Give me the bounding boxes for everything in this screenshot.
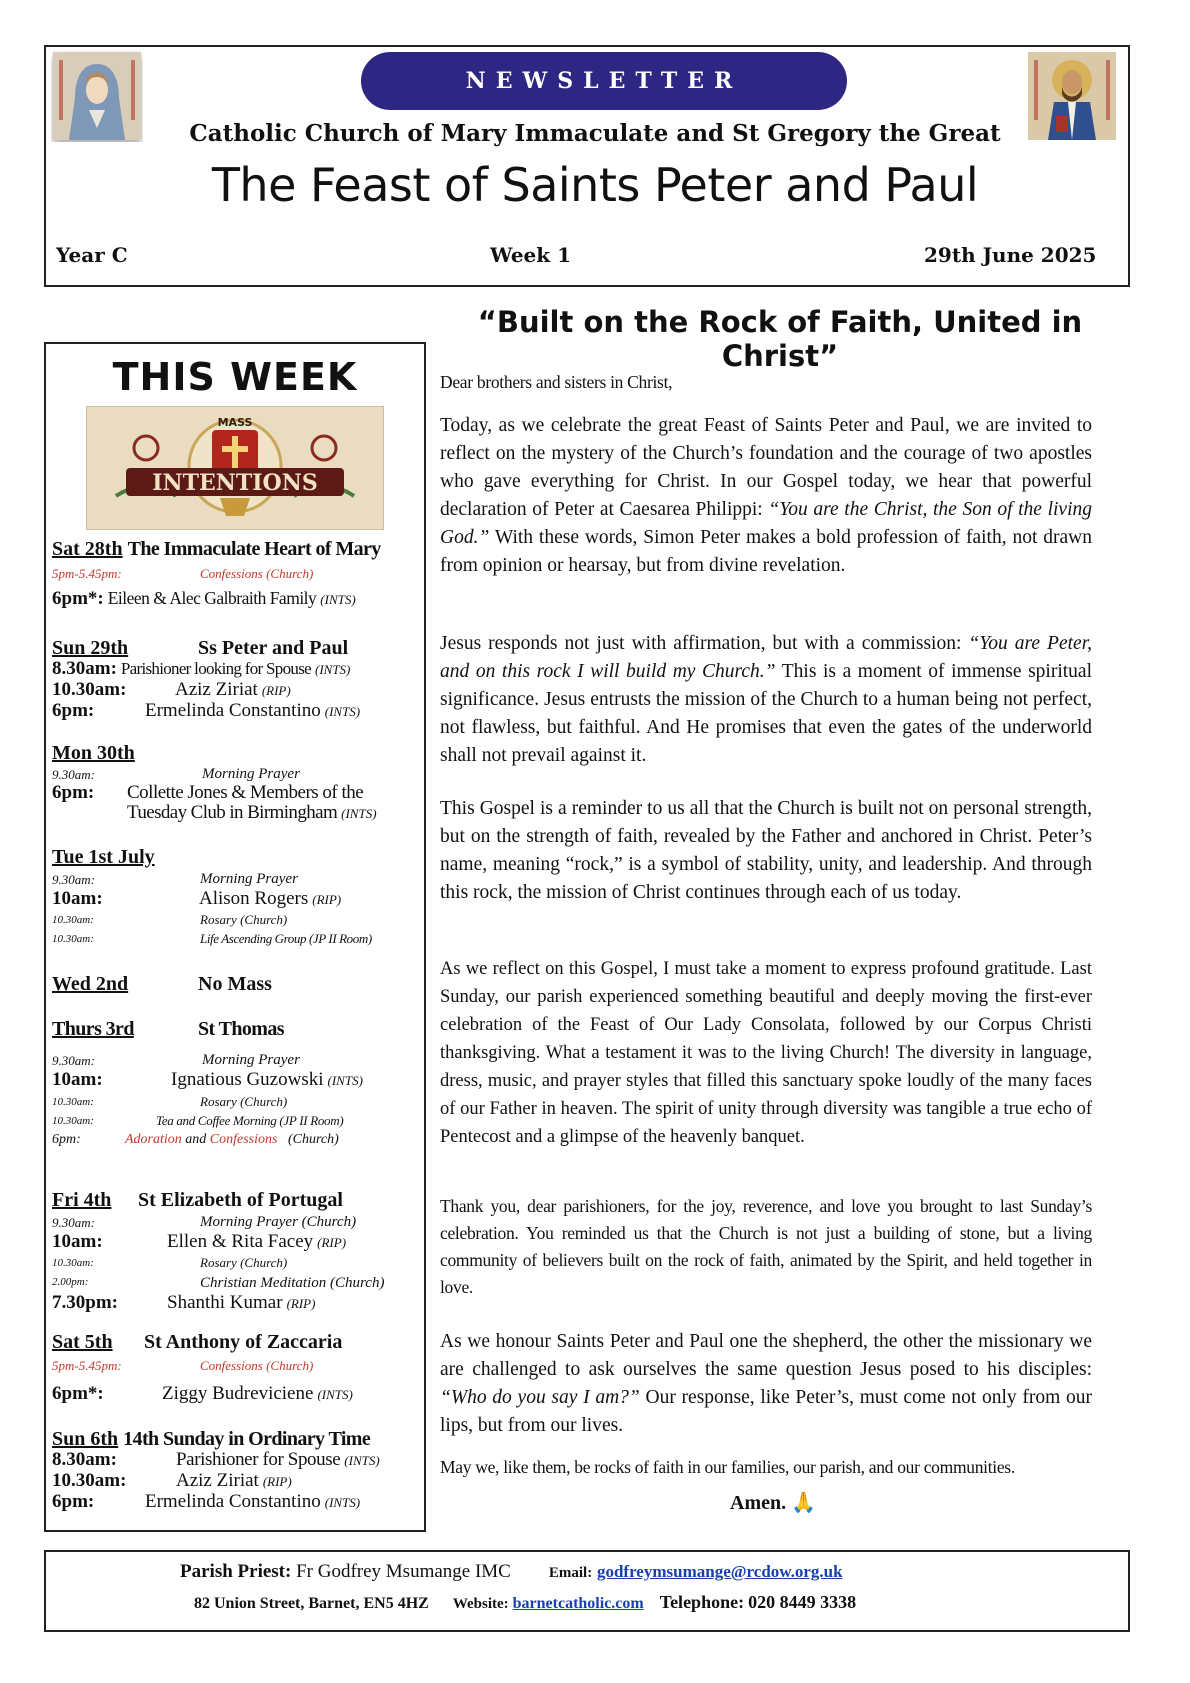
mary-icon [51, 50, 143, 142]
sat-28-conf: Confessions (Church) [200, 566, 314, 581]
church-name: Catholic Church of Mary Immaculate and St Gregory the Great [189, 120, 1001, 147]
feast-title: The Feast of Saints Peter and Paul [211, 158, 979, 212]
thu-3-feast: St Thomas [198, 1018, 284, 1040]
tue-1-rosary-time: 10.30am: [52, 914, 94, 926]
tue-1-prayer-time: 9.30am: [52, 872, 95, 887]
sat-5-feast: St Anthony of Zaccaria [144, 1331, 343, 1353]
day-tue-1: Tue 1st July [52, 846, 155, 868]
sun-29-mass-3: Ermelinda Constantino (INTS) [145, 700, 361, 721]
day-fri-4: Fri 4th [52, 1189, 112, 1211]
letter-paragraph-7: May we, like them, be rocks of faith in our families, our parish, and our communities. [440, 1457, 1015, 1477]
tue-1-mass: Alison Rogers (RIP) [199, 888, 342, 909]
sun-29-feast: Ss Peter and Paul [198, 637, 349, 659]
sat-5-conf-time: 5pm-5.45pm: [52, 1358, 122, 1373]
letter-paragraph-4: As we reflect on this Gospel, I must take a moment to express profound gratitude. Last Sunday, our parish experienced something beautiful and deeply moving the first-ever celebration of the Feast of Our Lady Consolata, followed by our Corpus Christi thanksgiving. What a testament it was to the living Church! The diversity in language, dress, music, and prayer styles that filled this sanctuary spoke loudly of the many faces of our Father in heaven. The spirit of unity through diversity was tangible a true echo of Pentecost and a glimpse of the heavenly banquet. [440, 959, 1092, 1147]
tue-1-mass-time: 10am: [52, 888, 103, 909]
image-label-intentions: INTENTIONS [152, 470, 318, 496]
mon-30-mass-name: Collette Jones & Members of the [127, 782, 364, 803]
priest-line: Parish Priest: Fr Godfrey Msumange IMC Email: godfreymsumange@rcdow.org.uk [180, 1561, 843, 1582]
sun-6-mass-3: Ermelinda Constantino (INTS) [145, 1491, 361, 1512]
fri-4-mass-1: Ellen & Rita Facey (RIP) [167, 1231, 347, 1252]
letter-paragraph-5: Thank you, dear parishioners, for the joy, reverence, and love you brought to last Sunday’s celebration. You reminded us that the Church is not just a building of stone, but a living community of believers built on the rock of faith, animated by the Spirit, and held together in love. [440, 1196, 1092, 1297]
fri-4-rosary-time: 10.30am: [52, 1257, 94, 1269]
image-label-mass: MASS [217, 416, 253, 429]
thu-3-rosary: Rosary (Church) [200, 1094, 288, 1109]
tue-1-group-time: 10.30am: [52, 933, 94, 945]
day-sat-5: Sat 5th [52, 1331, 113, 1353]
fri-4-mass-2-time: 7.30pm: [52, 1292, 118, 1313]
wed-2-no-mass: No Mass [198, 973, 272, 995]
thu-3-prayer: Morning Prayer [202, 1052, 300, 1068]
letter-greeting: Dear brothers and sisters in Christ, [440, 372, 673, 392]
amen: Amen. 🙏 [730, 1490, 817, 1514]
sun-6-mass-2-time: 10.30am: [52, 1470, 127, 1491]
thu-3-prayer-time: 9.30am: [52, 1053, 95, 1068]
fri-4-meditation: Christian Meditation (Church) [200, 1275, 385, 1291]
praying-hands-icon: 🙏 [791, 1490, 817, 1514]
mon-30-mass-time: 6pm: [52, 782, 95, 803]
day-wed-2: Wed 2nd [52, 973, 129, 995]
address-line: 82 Union Street, Barnet, EN5 4HZ Website: barnetcatholic.com Telephone: 020 8449 3338 [194, 1592, 857, 1612]
thu-3-adoration: Adoration and Confessions (Church) [125, 1132, 339, 1147]
newsletter-banner: NEWSLETTER [361, 52, 847, 110]
sun-6-mass-3-time: 6pm: [52, 1491, 95, 1512]
sun-29-mass-3-time: 6pm: [52, 700, 95, 721]
liturgical-year: Year C [56, 243, 128, 267]
this-week-title: THIS WEEK [112, 355, 358, 399]
thu-3-mass: Ignatious Guzowski (INTS) [171, 1069, 363, 1090]
mon-30-prayer: Morning Prayer [202, 766, 300, 782]
mon-30-prayer-time: 9.30am: [52, 767, 95, 782]
mass-intentions-image [86, 406, 384, 530]
sat-28-conf-time: 5pm-5.45pm: [52, 566, 122, 581]
sun-6-mass-1: Parishioner for Spouse (INTS) [176, 1449, 380, 1470]
letter-paragraph-2: Jesus responds not just with affirmation, but with a commission: “You are Peter, and on this rock I will build my Church.” This is a moment of immense spiritual significance. Jesus entrusts the mission of the Church to a human being not perfect, not flawless, but faithful. And He promises that even the gates of the underworld shall not prevail against it. [440, 633, 1092, 766]
fri-4-mass-2: Shanthi Kumar (RIP) [167, 1292, 316, 1313]
website-link[interactable]: barnetcatholic.com [512, 1595, 644, 1612]
sun-29-mass-1: 8.30am: Parishioner looking for Spouse (INTS) [52, 658, 351, 679]
letter-paragraph-3: This Gospel is a reminder to us all that the Church is built not on personal strength, but on the strength of faith, revealed by the Father and anchored in Christ. Peter’s name, meaning “rock,” is a symbol of stability, unity, and leadership. And through this rock, the mission of Christ continues through each of us today. [440, 798, 1092, 903]
tue-1-group: Life Ascending Group (JP II Room) [200, 931, 372, 946]
fri-4-prayer-time: 9.30am: [52, 1215, 95, 1230]
fri-4-mass-1-time: 10am: [52, 1231, 103, 1252]
day-mon-30: Mon 30th [52, 742, 135, 764]
sat-5-mass-time: 6pm*: [52, 1383, 104, 1404]
day-thu-3: Thurs 3rd [52, 1018, 134, 1040]
week-number: Week 1 [490, 243, 572, 267]
email-link[interactable]: godfreymsumange@rcdow.org.uk [596, 1562, 843, 1581]
sun-29-mass-2: Aziz Ziriat (RIP) [175, 679, 291, 700]
day-sun-29: Sun 29th [52, 637, 129, 659]
fri-4-prayer: Morning Prayer (Church) [200, 1214, 357, 1230]
day-sun-6: Sun 6th 14th Sunday in Ordinary Time [52, 1428, 371, 1450]
sun-6-mass-1-time: 8.30am: [52, 1449, 117, 1470]
thu-3-adoration-time: 6pm: [52, 1132, 81, 1147]
letter-heading: “Built on the Rock of Faith, United in Christ” [477, 305, 1083, 373]
day-sat-28: Sat 28th The Immaculate Heart of Mary [52, 538, 381, 560]
thu-3-mass-time: 10am: [52, 1069, 103, 1090]
sun-6-mass-2: Aziz Ziriat (RIP) [176, 1470, 292, 1491]
mon-30-mass-name-2: Tuesday Club in Birmingham (INTS) [127, 802, 377, 823]
fri-4-meditation-time: 2.00pm: [52, 1276, 89, 1288]
letter-paragraph-6: As we honour Saints Peter and Paul one the shepherd, the other the missionary we are challenged to ask ourselves the same question Jesus posed to his disciples: “Who do you say I am?” Our response, like Peter’s, must come not only from our lips, but from our lives. [440, 1331, 1092, 1436]
sat-5-mass: Ziggy Budreviciene (INTS) [162, 1383, 353, 1404]
tue-1-prayer: Morning Prayer [200, 871, 298, 887]
fri-4-feast: St Elizabeth of Portugal [138, 1189, 343, 1211]
sat-28-mass: 6pm*: Eileen & Alec Galbraith Family (INTS) [52, 588, 356, 609]
sun-29-mass-2-time: 10.30am: [52, 679, 127, 700]
fri-4-rosary: Rosary (Church) [200, 1255, 288, 1270]
thu-3-tea: Tea and Coffee Morning (JP II Room) [156, 1113, 344, 1128]
newsletter-date: 29th June 2025 [924, 243, 1097, 267]
thu-3-tea-time: 10.30am: [52, 1115, 94, 1127]
tue-1-rosary: Rosary (Church) [200, 912, 288, 927]
sat-5-conf: Confessions (Church) [200, 1358, 314, 1373]
thu-3-rosary-time: 10.30am: [52, 1096, 94, 1108]
letter-paragraph-1: Today, as we celebrate the great Feast of Saints Peter and Paul, we are invited to reflect on the mystery of the Church’s foundation and the courage of two apostles who gave everything for Christ. In our Gospel today, we hear that powerful declaration of Peter at Caesarea Philippi: “You are the Christ, the Son of the living God.” With these words, Simon Peter makes a bold profession of faith, not drawn from opinion or hearsay, but from divine revelation. [440, 415, 1092, 576]
